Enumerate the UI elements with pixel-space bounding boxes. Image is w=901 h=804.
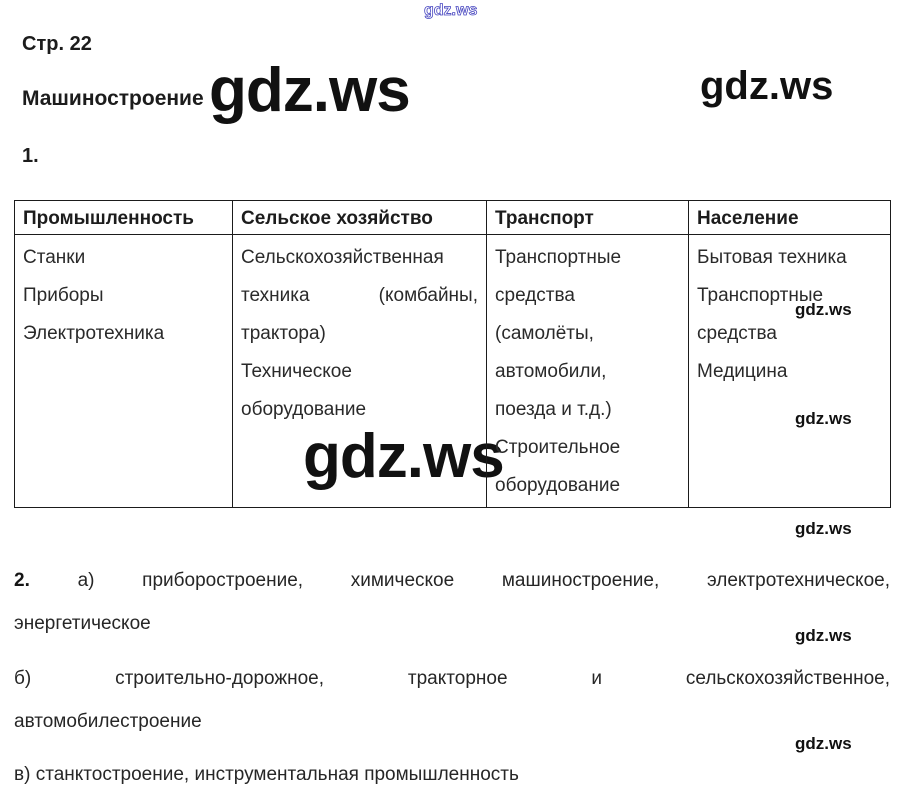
- watermark-gdzws-top-right: gdz.ws: [700, 64, 834, 108]
- cell-population: [689, 235, 891, 508]
- industry-item: Электротехника: [23, 323, 165, 344]
- watermark-gdzws-large-table: gdz.ws: [303, 422, 504, 491]
- question-2-item-b-line2: автомобилестроение: [14, 711, 202, 732]
- page-number-label: Стр. 22: [22, 33, 92, 55]
- industry-item: Приборы: [23, 285, 104, 306]
- question-2-item-b-line1: б) строительно-дорожное, тракторное и сельскохозяйственное,: [14, 668, 890, 689]
- column-header-agriculture: Сельское хозяйство: [233, 201, 487, 235]
- watermark-gdzws-small-3: gdz.ws: [795, 519, 852, 538]
- question-1-label: 1.: [22, 145, 39, 167]
- transport-line: автомобили,: [495, 361, 607, 382]
- question-2-number: 2.: [14, 570, 30, 591]
- question-2-item-a-text: а) приборостроение, химическое машиностроение, электротехническое,: [77, 570, 890, 591]
- industry-item: Станки: [23, 247, 86, 268]
- agriculture-line: техника (комбайны,: [241, 285, 478, 306]
- transport-line: Строительное: [495, 437, 621, 458]
- watermark-gdzws-small-1: gdz.ws: [795, 300, 852, 319]
- cell-industry: [15, 235, 233, 508]
- population-line: средства: [697, 323, 777, 344]
- population-line: Медицина: [697, 361, 788, 382]
- agriculture-line: оборудование: [241, 399, 367, 420]
- cell-agriculture: [233, 235, 487, 508]
- transport-line: Транспортные: [495, 247, 622, 268]
- population-line: Транспортные: [697, 285, 824, 306]
- watermark-gdzws-small-5: gdz.ws: [795, 734, 852, 753]
- question-2-item-a-line2: энергетическое: [14, 613, 151, 634]
- question-2-item-b: [14, 657, 890, 743]
- table-body-row: [15, 235, 891, 508]
- population-line: Бытовая техника: [697, 247, 847, 268]
- page-title: Машиностроение: [22, 87, 204, 110]
- transport-line: (самолёты,: [495, 323, 594, 344]
- column-header-population: Население: [689, 201, 891, 235]
- answer-table: [14, 200, 891, 508]
- transport-line: поезда и т.д.): [495, 399, 612, 420]
- watermark-gdzws-large-heading: gdz.ws: [209, 56, 410, 125]
- watermark-gdzws-small-4: gdz.ws: [795, 626, 852, 645]
- question-2-item-a: [14, 559, 890, 645]
- agriculture-line: Техническое: [241, 361, 352, 382]
- watermark-gdzws-small-2: gdz.ws: [795, 409, 852, 428]
- column-header-transport: Транспорт: [487, 201, 689, 235]
- watermark-gdzws-top-center: gdz.ws: [424, 2, 478, 19]
- agriculture-line: трактора): [241, 323, 326, 344]
- question-2-item-v: [14, 753, 890, 796]
- transport-line: средства: [495, 285, 575, 306]
- question-2-item-a-line1: [14, 559, 890, 602]
- cell-transport: [487, 235, 689, 508]
- question-2-item-v-line: в) станктостроение, инструментальная промышленность: [14, 764, 519, 785]
- column-header-industry: Промышленность: [15, 201, 233, 235]
- table-header-row: [15, 201, 891, 235]
- transport-line: оборудование: [495, 475, 621, 496]
- agriculture-line: Сельскохозяйственная: [241, 247, 444, 268]
